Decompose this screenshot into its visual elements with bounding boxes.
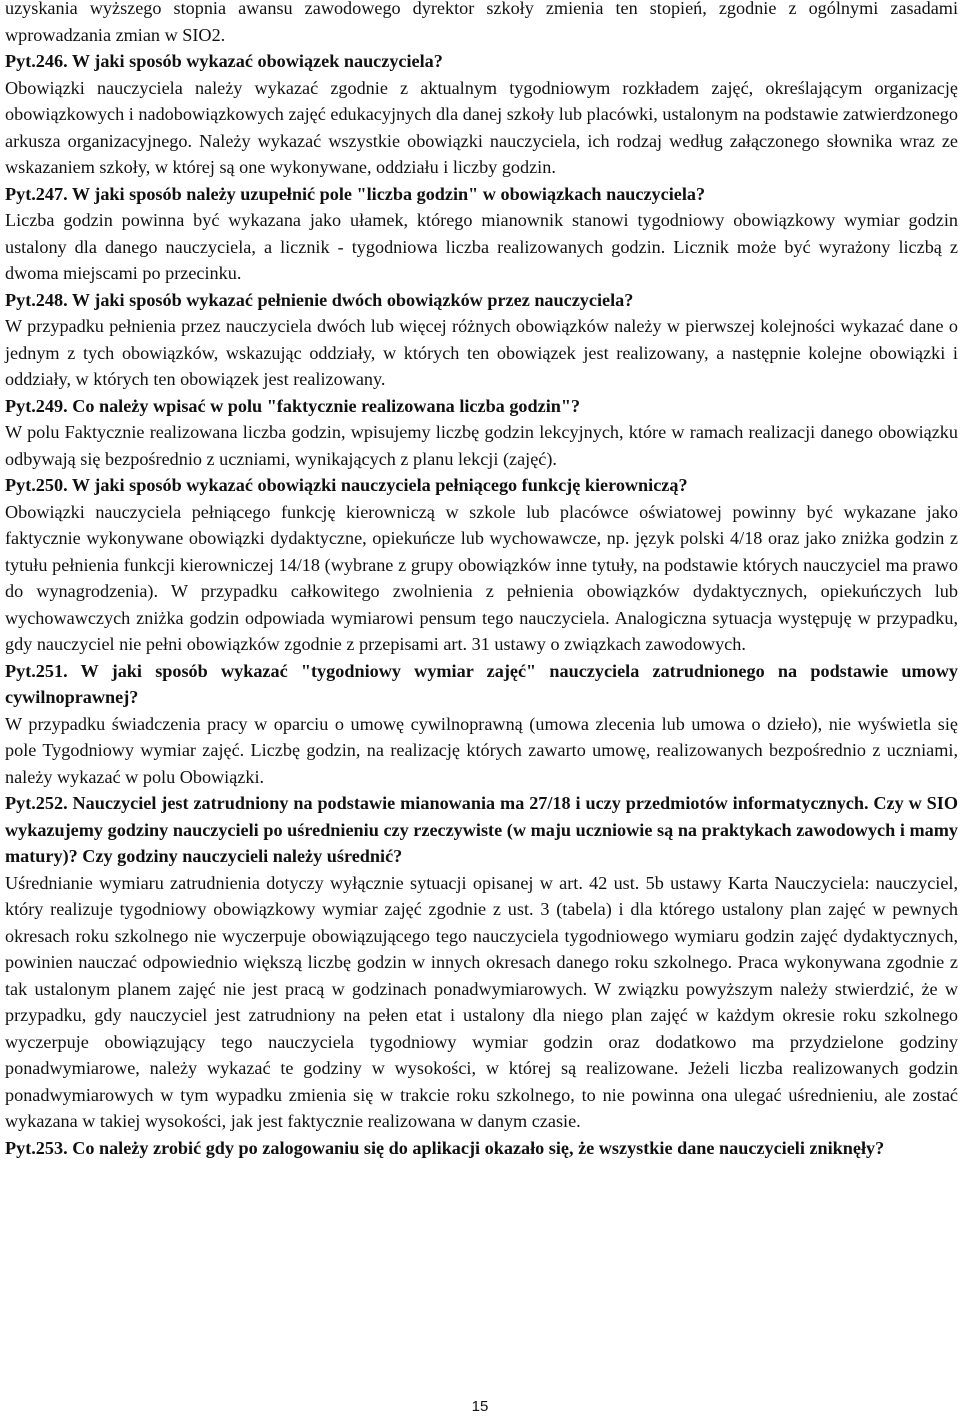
question-text: Co należy wpisać w polu "faktycznie realizowana liczba godzin"? bbox=[72, 395, 581, 416]
qa-block bbox=[5, 1135, 958, 1162]
page-number: 15 bbox=[471, 1398, 489, 1415]
answer-text: W polu Faktycznie realizowana liczba godzin, wpisujemy liczbę godzin lekcyjnych, które w ramach realizacji danego obowiązku odbywają się bezpośrednio z uczniami, wynikających z planu lekcji (zajęć). bbox=[5, 422, 958, 469]
question-text: W jaki sposób wykazać obowiązki nauczyciela pełniącego funkcję kierowniczą? bbox=[71, 475, 688, 495]
question-text: Co należy zrobić gdy po zalogowaniu się do aplikacji okazało się, że wszystkie dane nauczycieli zniknęły? bbox=[72, 1137, 885, 1158]
answer-text: W przypadku świadczenia pracy w oparciu o umowę cywilnoprawną (umowa zlecenia lub umowa o dzieło), nie wyświetla się pole Tygodniowy wymiar zajęć. Liczbę godzin, na realizację których zawarto umowę, realizowanych bezpośrednio z uczniami, należy wykazać w polu Obowiązki. bbox=[5, 713, 958, 787]
question-heading bbox=[5, 393, 958, 420]
question-heading bbox=[5, 48, 958, 75]
question-text: Nauczyciel jest zatrudniony na podstawie mianowania ma 27/18 i uczy przedmiotów informatycznych. Czy w SIO wykazujemy godziny nauczycieli po uśrednieniu czy rzeczywiste (w maju uczniowie są na praktykach zawodowych i mamy matury)? Czy godziny nauczycieli należy uśrednić? bbox=[5, 793, 958, 866]
qa-block bbox=[5, 790, 958, 1135]
question-heading bbox=[5, 472, 958, 499]
qa-block bbox=[5, 181, 958, 287]
answer-text: Obowiązki nauczyciela należy wykazać zgodnie z aktualnym tygodniowym rozkładem zajęć, określającym organizację obowiązkowych i nadobowiązkowych zajęć edukacyjnych dla danej szkoły lub placówki, ustalonym na podstawie zatwierdzonego arkusza organizacyjnego. Należy wykazać wszystkie obowiązki nauczyciela, ich rodzaj według załączonego słownika wraz ze wskazaniem szkoły, w której są one wykonywane, oddziału i liczby godzin. bbox=[5, 77, 958, 177]
answer-text: W przypadku pełnienia przez nauczyciela dwóch lub więcej różnych obowiązków należy w pierwszej kolejności wykazać dane o jednym z tych obowiązków, wskazując oddziały, w których ten obowiązek jest realizowany, a następnie kolejne obowiązki i oddziały, w których ten obowiązek jest realizowany. bbox=[5, 316, 958, 389]
question-number: Pyt.252. bbox=[5, 793, 68, 813]
qa-block bbox=[5, 472, 958, 658]
question-heading bbox=[5, 790, 958, 870]
question-heading bbox=[5, 658, 958, 711]
question-number: Pyt.251. bbox=[5, 660, 68, 681]
question-heading bbox=[5, 287, 958, 314]
question-number: Pyt.246. bbox=[5, 51, 68, 71]
question-number: Pyt.247. bbox=[5, 183, 68, 204]
question-number: Pyt.248. bbox=[5, 289, 68, 310]
question-text: W jaki sposób wykazać "tygodniowy wymiar zajęć" nauczyciela zatrudnionego na podstawie umowy cywilnoprawnej? bbox=[5, 660, 958, 707]
question-heading bbox=[5, 1135, 958, 1162]
qa-block bbox=[5, 287, 958, 393]
question-number: Pyt.253. bbox=[5, 1137, 68, 1158]
qa-block bbox=[5, 658, 958, 791]
answer-text: Obowiązki nauczyciela pełniącego funkcję kierowniczą w szkole lub placówce oświatowej powinny być wykazane jako faktycznie wykonywane obowiązki dydaktyczne, opiekuńcze lub wychowawcze, np. język polski 4/18 oraz jako zniżka godzin z tytułu pełnienia funkcji kierowniczej 14/18 (wybrane z grupy obowiązków inne tytuły, na podstawie których nauczyciel ma prawo do wynagrodzenia). W przypadku całkowitego zwolnienia z pełnienia obowiązków dydaktycznych, opiekuńczych lub wychowawczych zniżka godzin odpowiada wymiarowi pensum tego nauczyciela. Analogiczna sytuacja występuję w przypadku, gdy nauczyciel nie pełni obowiązków zgodnie z przepisami art. 31 ustawy o związkach zawodowych. bbox=[5, 501, 958, 654]
question-heading bbox=[5, 181, 958, 208]
question-text: W jaki sposób należy uzupełnić pole "liczba godzin" w obowiązkach nauczyciela? bbox=[71, 183, 706, 204]
question-number: Pyt.249. bbox=[5, 395, 68, 416]
intro-paragraph: uzyskania wyższego stopnia awansu zawodowego dyrektor szkoły zmienia ten stopień, zgodnie z ogólnymi zasadami wprowadzania zmian w SIO2. bbox=[5, 0, 958, 45]
question-text: W jaki sposób wykazać obowiązek nauczyciela? bbox=[71, 51, 443, 71]
answer-text: Uśrednianie wymiaru zatrudnienia dotyczy wyłącznie sytuacji opisanej w art. 42 ust. 5b ustawy Karta Nauczyciela: nauczyciel, który realizuje tygodniowy obowiązkowy wymiar zajęć zgodnie z ust. 3 (tabela) i dla którego ustalony plan zajęć w pewnych okresach roku szkolnego nie wyczerpuje obowiązującego tego nauczyciela tygodniowego wymiaru godzin zajęć dydaktycznych, powinien nauczać odpowiednio większą liczbę godzin w innych okresach danego roku szkolnego. Praca wykonywana zgodnie z tak ustalonym planem zajęć nie jest pracą w godzinach ponadwymiarowych. W związku powyższym należy stwierdzić, że w przypadku, gdy nauczyciel jest zatrudniony na pełen etat i ustalony dla niego plan zajęć w każdym okresie roku szkolnego wyczerpuje obowiązujący tego nauczyciela tygodniowy wymiar godzin oraz dodatkowo ma przydzielone godziny ponadwymiarowe, należy wykazać te godziny w wysokości, w której są realizowane. Jeżeli liczba realizowanych godzin ponadwymiarowych w tym wypadku zmienia się w trakcie roku szkolnego, to nie powinna ona ulegać uśrednieniu, ale zostać wykazana w takiej wysokości, jak jest faktycznie realizowana w danym czasie. bbox=[5, 872, 958, 1131]
document-body bbox=[5, 0, 958, 1161]
qa-block bbox=[5, 48, 958, 181]
question-text: W jaki sposób wykazać pełnienie dwóch obowiązków przez nauczyciela? bbox=[71, 289, 634, 310]
answer-text: Liczba godzin powinna być wykazana jako ułamek, którego mianownik stanowi tygodniowy obowiązkowy wymiar godzin ustalony dla danego nauczyciela, a licznik - tygodniowa liczba realizowanych godzin. Licznik może być wyrażony liczbą z dwoma miejscami po przecinku. bbox=[5, 210, 958, 283]
qa-block bbox=[5, 393, 958, 473]
question-number: Pyt.250. bbox=[5, 475, 68, 495]
question-answer-list bbox=[5, 48, 958, 1161]
